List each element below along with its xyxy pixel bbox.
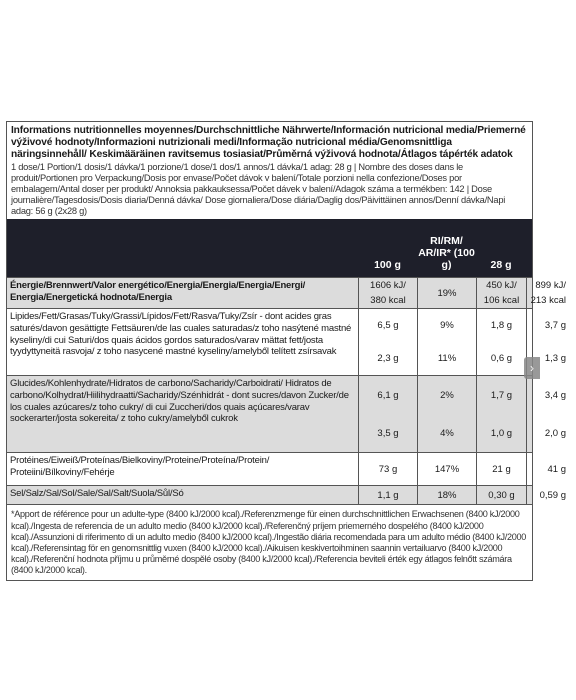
value-cell-v100 — [358, 309, 417, 375]
value-cell-v56 — [526, 278, 576, 308]
serving-info: 1 dose/1 Portion/1 dosis/1 dávka/1 porzione/1 dose/1 dos/1 annos/1 dávka/1 adag: 28 g | Nombre des doses dans le produit/Portionen pro Verpackung/Dosis por envase/Počet dávok v balení/Totale porzioni nella confezione/Doses por embalagem/Antal doser per produkt/ Annoksia pakkauksessa/Počet dávek v balení/Adagok száma a termékben: 142 | Dose journalière/Tagesdosis/Dosis diaria/Denná dávka/ Dose giornaliera/Dose diária/Daglig dos/Päivittäinen annos/Denní dávka/Napi adag: 56 g (2x28 g) — [11, 162, 506, 217]
value-text: 1,8 g — [490, 320, 513, 332]
nutrient-rows — [7, 277, 566, 504]
value-cell-ri — [417, 453, 476, 485]
value-cell-v100 — [358, 486, 417, 504]
value-text: 106 kcal — [483, 295, 520, 307]
value-cell-v56 — [526, 453, 576, 485]
value-text: 18% — [437, 489, 457, 501]
value-cell-v100 — [358, 376, 417, 452]
table-row — [7, 277, 566, 308]
value-text: 380 kcal — [370, 295, 406, 307]
value-text: 450 kJ/ — [486, 280, 517, 292]
value-cell-v28 — [476, 376, 526, 452]
value-text: 11% — [437, 353, 457, 365]
value-text: 1,0 g — [490, 427, 513, 439]
value-text: 1606 kJ/ — [370, 280, 406, 292]
header-ri: RI/RM/ AR/IR* (100 g) — [418, 235, 475, 272]
value-text: 19% — [437, 287, 457, 299]
header-28g: 28 g — [490, 259, 512, 272]
label-title: Informations nutritionnelles moyennes/Durchschnittliche Nährwerte/Información nutricional media/Priemerné výživové hodnoty/Informazioni nutrizionali medi/Informação nutricional média/Genomsnittliga näringsinnehåll/ Keskimääräinen ravitsemus tosiasiat/Průměrná výživová hodnota/Átlagos tápérték adatok — [11, 125, 526, 160]
value-text: 3,7 g — [544, 320, 566, 332]
value-text: 899 kJ/ — [535, 280, 566, 292]
value-text: 2% — [440, 389, 454, 401]
chevron-right-icon[interactable]: › — [524, 357, 540, 379]
header-100g: 100 g — [374, 259, 401, 272]
nutrition-label — [6, 121, 566, 581]
value-text: 1,7 g — [490, 389, 513, 401]
nutrient-name: Glucides/Kohlenhydrate/Hidratos de carbono/Sacharidy/Carboidrati/ Hidratos de carbono/Kolhydrat/Hiilihydraatti/Sacharidy/Szénhidrát - dont sucres/davon Zucker/de los cuales azúcares/z toho cukry/ di cui Zuccheri/dos quais açúcares/varav sockerarter/josta sokereita/ z toho cukry/amelyből cukrok — [10, 378, 349, 425]
table-row — [7, 308, 566, 375]
value-text: 0,30 g — [488, 489, 515, 501]
value-text: 4% — [440, 427, 454, 439]
value-cell-ri — [417, 376, 476, 452]
value-text: 1,3 g — [544, 353, 566, 365]
value-text: 147% — [434, 463, 460, 475]
value-text: 0,59 g — [539, 489, 566, 501]
nutrient-name: Protéines/Eiweiß/Proteínas/Bielkoviny/Proteine/Proteína/Protein/ Proteiini/Bílkoviny/Fehérje — [10, 455, 270, 478]
table-row — [7, 452, 566, 485]
value-text: 2,0 g — [544, 427, 566, 439]
value-cell-v28 — [476, 309, 526, 375]
value-text: 21 g — [492, 463, 511, 475]
nutrient-name: Lipides/Fett/Grasas/Tuky/Grassi/Lípidos/Fett/Rasva/Tuky/Zsír - dont acides gras saturés/davon gesättigte Fettsäuren/de las cuales saturadas/z toho nasýtené mastné kyseliny/di cui Saturi/dos quais ácidos gordos saturados/varav mättat fett/josta tyydyttyneitä rasvoja/ z toho nasycené mastné kyseliny/amelyből telített zsírsavak — [10, 311, 352, 358]
value-cell-v100 — [358, 453, 417, 485]
value-text: 6,1 g — [377, 389, 399, 401]
value-text: 1,1 g — [377, 489, 399, 501]
value-text: 73 g — [378, 463, 398, 475]
footnote: *Apport de référence pour un adulte-type (8400 kJ/2000 kcal)./Referenzmenge für einen durchschnittlichen Erwachsenen (8400 kJ/2000 kcal)./Ingesta de referencia de un adulto medio (8400 kJ/2000 kcal)./Referenčný príjem priemerného dospelého (8400 kJ/2000 kcal)./Assunzioni di riferimento di un adulto medio (8400 kJ/2000 kcal)./Ingestão diária recomendada para um adulto médio (8400 kJ/2000 kcal)./Referensintag för en genomsnittlig vuxen (8400 kJ/2000 kcal)./Aikuisen keskivertoihminen saannin vertailuarvo (8400 kJ/2000 kcal)./Referenční hodnota příjmu u průměrné dospělé osoby (8400 kJ/2000 kcal)./Referencia beviteli érték egy átlagos felnőtt számára (8400 kJ/2000 kcal). — [7, 504, 532, 579]
value-text: 3,5 g — [377, 427, 399, 439]
value-text: 3,4 g — [544, 389, 566, 401]
value-cell-v28 — [476, 278, 526, 308]
value-text: 9% — [440, 320, 454, 332]
value-cell-v100 — [358, 278, 417, 308]
value-cell-v56 — [526, 486, 576, 504]
value-text: 213 kcal — [530, 295, 566, 307]
table-row — [7, 485, 566, 504]
header-spacer — [7, 271, 358, 277]
nutrient-name: Énergie/Brennwert/Valor energético/Energia/Energia/Energia/Energi/ Energia/Energetická hodnota/Energia — [10, 280, 306, 303]
value-cell-ri — [417, 309, 476, 375]
table-header — [7, 219, 562, 277]
value-text: 41 g — [547, 463, 566, 475]
value-text: 6,5 g — [377, 320, 399, 332]
table-row — [7, 375, 566, 452]
value-text: 0,6 g — [490, 353, 513, 365]
value-cell-ri — [417, 486, 476, 504]
header-56g: 56 g — [540, 259, 562, 272]
value-cell-v28 — [476, 453, 526, 485]
value-cell-v28 — [476, 486, 526, 504]
value-cell-ri — [417, 278, 476, 308]
value-text: 2,3 g — [377, 353, 399, 365]
nutrient-name: Sel/Salz/Sal/Sol/Sale/Sal/Salt/Suola/Sůl/Só — [10, 488, 184, 500]
value-cell-v56 — [526, 376, 576, 452]
